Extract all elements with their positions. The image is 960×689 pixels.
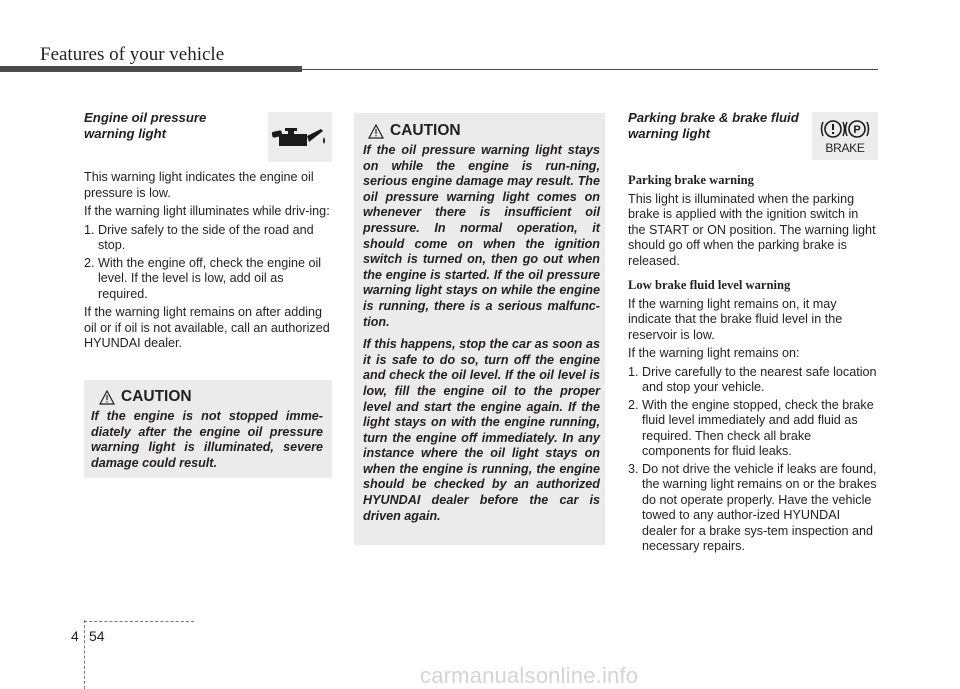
step-number: 1. [84, 222, 95, 237]
step-number: 3. [628, 461, 639, 476]
step-number: 1. [628, 364, 639, 379]
paragraph: If the warning light remains on after adding oil or if oil is not available, call an authorized HYUNDAI dealer. [84, 305, 330, 350]
oil-pressure-icon-box [268, 112, 332, 162]
paragraph: If the warning light illuminates while driv-ing: [84, 204, 330, 218]
steps-list [628, 365, 878, 555]
footer-rule [84, 621, 194, 622]
section-title-line: Engine oil pressure [84, 110, 207, 125]
caution-box-left [84, 380, 332, 478]
caution-paragraph: If the oil pressure warning light stays on while the engine is run-ning, serious engine damage may result. The oil pressure warning light comes on whenever there is insufficient oil pressure. In normal operation, it should come on when the ignition switch is turned on, then go out when the engine is started. If the oil pressure warning light stays on while the engine is running, there is a serious malfunc-tion. [363, 143, 600, 329]
caution-header [363, 122, 600, 140]
caution-text: If the engine is not stopped imme-diately after the engine oil pressure warning light is illuminated, severe damage could result. [91, 409, 323, 470]
caution-header [91, 388, 332, 406]
subheading: Parking brake warning [628, 173, 754, 187]
subheading: Low brake fluid level warning [628, 278, 791, 292]
caution-text [363, 143, 600, 524]
steps-list [84, 223, 334, 303]
brake-icon-box [812, 112, 878, 160]
step-number: 2. [628, 397, 639, 412]
list-item [628, 398, 878, 460]
brake-warning-icon [819, 118, 871, 140]
oil-can-icon [271, 120, 329, 154]
paragraph: If the warning light remains on: [628, 346, 800, 360]
header-rule-thin [302, 69, 878, 70]
step-text: Do not drive the vehicle if leaks are found, the warning light remains on or the brakes do not operate properly. Have the vehicle towed to any author-ized HYUNDAI dealer for a brake sys-tem inspection and necessary repairs. [642, 461, 877, 553]
header-rule [0, 66, 302, 72]
warning-triangle-icon [368, 124, 384, 139]
caution-label: CAUTION [121, 388, 192, 405]
section-title-line: warning light [628, 126, 711, 141]
section-title-line: warning light [84, 126, 167, 141]
caution-paragraph: If this happens, stop the car as soon as it is safe to do so, turn off the engine and check the oil level. If the oil level is low, fill the engine oil to the proper level and start the engine again. If the light stays on with the engine running, turn the engine off immediately. In any instance where the oil light stays on when the engine is running, the engine should be checked by an authorized HYUNDAI dealer before the car is driven again. [363, 337, 600, 523]
right-column [628, 110, 878, 558]
list-item [84, 223, 334, 254]
page-number: 54 [89, 628, 105, 644]
brake-icon-label: BRAKE [825, 140, 865, 155]
step-text: Drive carefully to the nearest safe location and stop your vehicle. [642, 364, 877, 394]
svg-text:P: P [853, 123, 861, 136]
paragraph: This light is illuminated when the parking brake is applied with the ignition switch in the START or ON position. The warning light should go off when the parking brake is released. [628, 191, 876, 268]
step-number: 2. [84, 255, 95, 270]
list-item [628, 365, 878, 396]
step-text: Drive safely to the side of the road and stop. [98, 222, 314, 252]
caution-label: CAUTION [390, 122, 461, 139]
paragraph: This warning light indicates the engine oil pressure is low. [84, 170, 314, 200]
step-text: With the engine stopped, check the brake fluid level immediately and add fluid as required. Then check all brake components for fluid leaks. [642, 397, 874, 458]
section-title-line: Parking brake & brake fluid [628, 110, 799, 125]
warning-triangle-icon [99, 390, 115, 405]
caution-box-middle [354, 113, 605, 545]
watermark: carmanualsonline.info [420, 663, 639, 688]
chapter-number: 4 [71, 628, 79, 644]
list-item [628, 462, 878, 555]
footer-divider [84, 620, 86, 689]
step-text: With the engine off, check the engine oil level. If the level is low, add oil as required. [98, 255, 322, 301]
paragraph: If the warning light remains on, it may indicate that the brake fluid level in the reservoir is low. [628, 296, 843, 342]
list-item [84, 256, 334, 303]
page-header-title: Features of your vehicle [40, 44, 225, 65]
